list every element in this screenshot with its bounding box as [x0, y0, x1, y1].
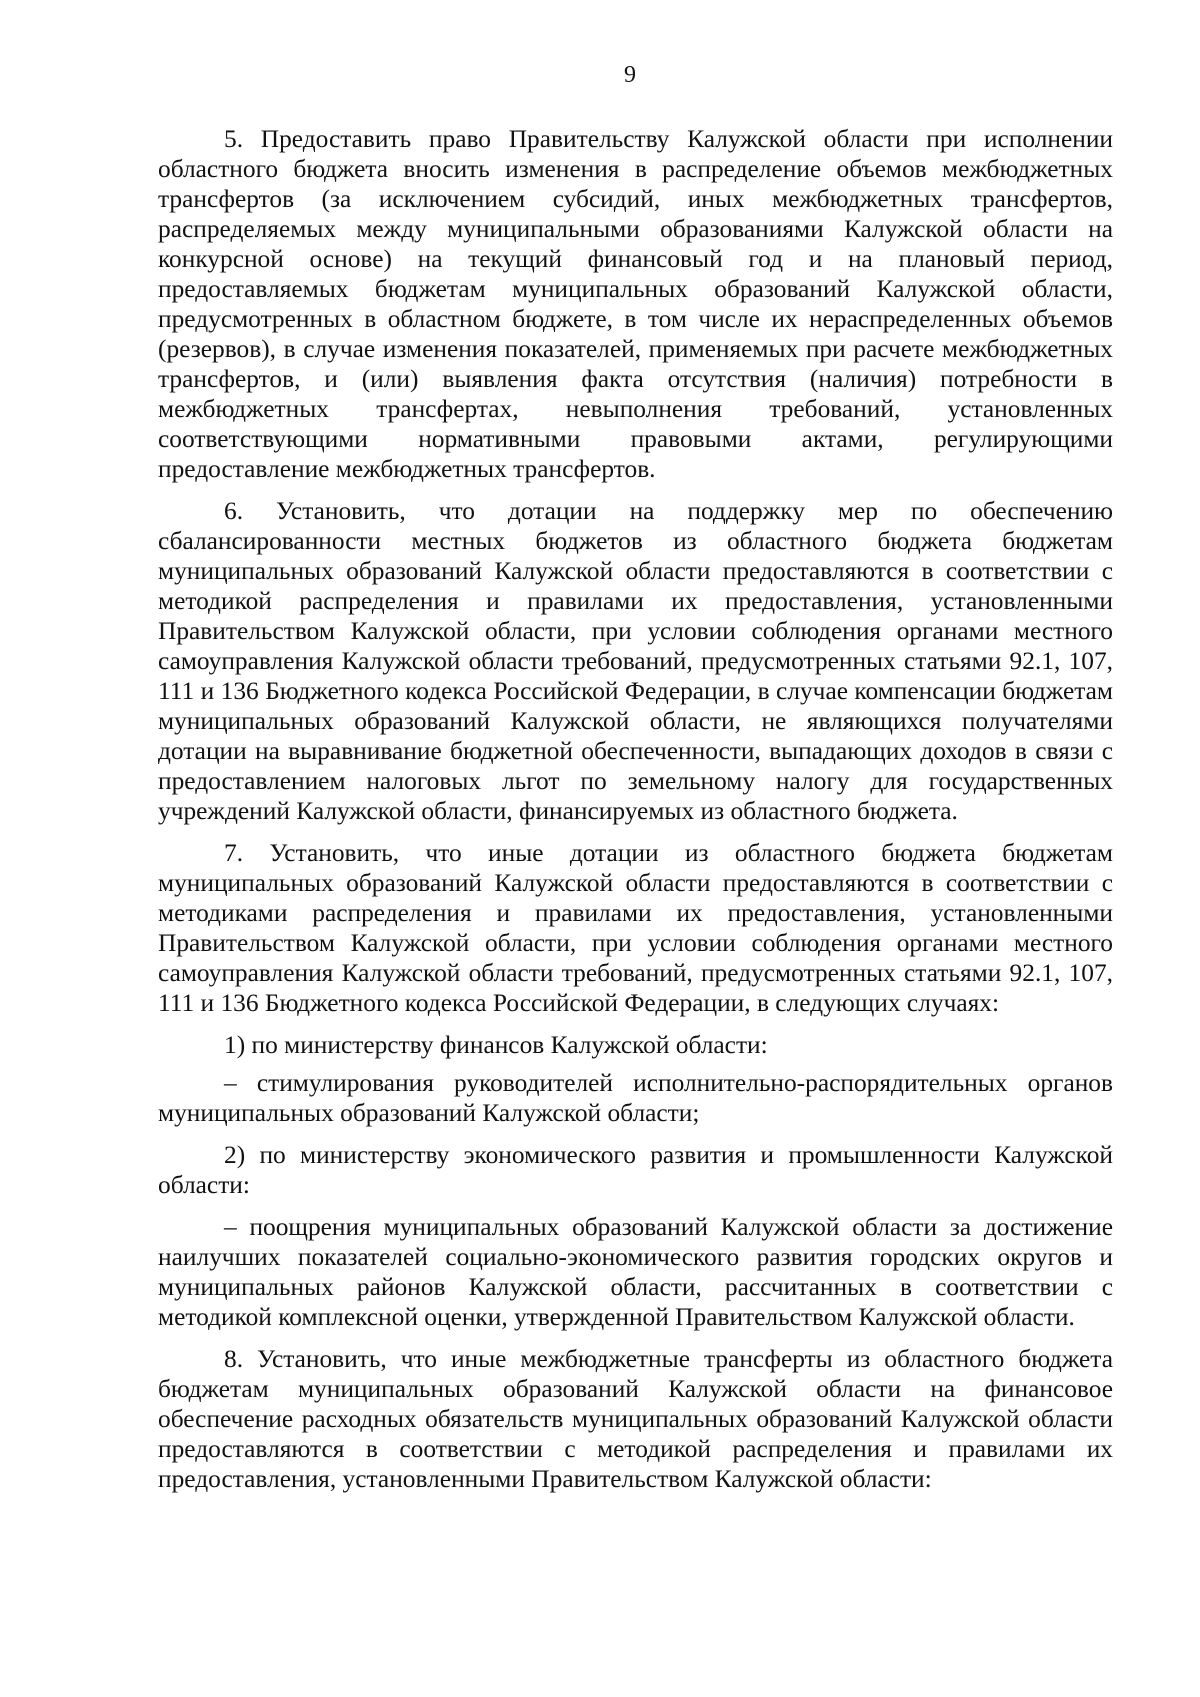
paragraph-7-item-2: 2) по министерству экономического развития и промышленности Калужской области:	[158, 1141, 1113, 1199]
page-number: 9	[624, 62, 636, 88]
paragraph-7-item-1-dash: – стимулирования руководителей исполнительно-распорядительных органов муниципальных образований Калужской области;	[158, 1069, 1113, 1127]
paragraph-6: 6. Установить, что дотации на поддержку мер по обеспечению сбалансированности местных бюджетов из областного бюджета бюджетам муниципальных образований Калужской области предоставляются в соответствии с методикой распределения и правилами их предоставления, установленными Правительством Калужской области, при условии соблюдения органами местного самоуправления Калужской области требований, предусмотренных статьями 92.1, 107, 111 и 136 Бюджетного кодекса Российской Федерации, в случае компенсации бюджетам муниципальных образований Калужской области, не являющихся получателями дотации на выравнивание бюджетной обеспеченности, выпадающих доходов в связи с предоставлением налоговых льгот по земельному налогу для государственных учреждений Калужской области, финансируемых из областного бюджета.	[158, 497, 1113, 825]
paragraph-8: 8. Установить, что иные межбюджетные трансферты из областного бюджета бюджетам муниципальных образований Калужской области на финансовое обеспечение расходных обязательств муниципальных образований Калужской области предоставляются в соответствии с методикой распределения и правилами их предоставления, установленными Правительством Калужской области:	[158, 1345, 1113, 1493]
document-body	[158, 124, 1113, 1506]
paragraph-7-item-1: 1) по министерству финансов Калужской области:	[224, 1031, 768, 1059]
paragraph-5: 5. Предоставить право Правительству Калужской области при исполнении областного бюджета вносить изменения в распределение объемов межбюджетных трансфертов (за исключением субсидий, иных межбюджетных трансфертов, распределяемых между муниципальными образованиями Калужской области на конкурсной основе) на текущий финансовый год и на плановый период, предоставляемых бюджетам муниципальных образований Калужской области, предусмотренных в областном бюджете, в том числе их нераспределенных объемов (резервов), в случае изменения показателей, применяемых при расчете межбюджетных трансфертов, и (или) выявления факта отсутствия (наличия) потребности в межбюджетных трансфертах, невыполнения требований, установленных соответствующими нормативными правовыми актами, регулирующими предоставление межбюджетных трансфертов.	[158, 125, 1113, 483]
paragraph-7-item-2-dash: – поощрения муниципальных образований Калужской области за достижение наилучших показателей социально-экономического развития городских округов и муниципальных районов Калужской области, рассчитанных в соответствии с методикой комплексной оценки, утвержденной Правительством Калужской области.	[158, 1213, 1113, 1331]
paragraph-7: 7. Установить, что иные дотации из областного бюджета бюджетам муниципальных образований Калужской области предоставляются в соответствии с методиками распределения и правилами их предоставления, установленными Правительством Калужской области, при условии соблюдения органами местного самоуправления Калужской области требований, предусмотренных статьями 92.1, 107, 111 и 136 Бюджетного кодекса Российской Федерации, в следующих случаях:	[158, 839, 1113, 1017]
